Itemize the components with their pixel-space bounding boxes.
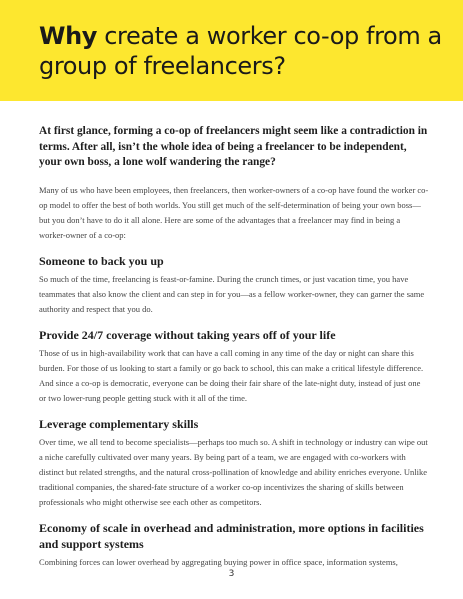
header-banner: [0, 0, 463, 101]
intro-paragraph: Many of us who have been employees, then freelancers, then worker-owners of a co-op have found the worker co-op model to offer the best of both worlds. You still get much of the self-determination of being your own boss—but you don’t have to do it all alone. Here are some of the advantages that a freelancer may find in being a worker-owner of a co-op:: [39, 184, 429, 240]
page-title: [39, 21, 449, 81]
section-text-coverage: Those of us in high-availability work that can have a call coming in any time of the day or night can share this burden. For those of us looking to start a family or go back to school, this can make a critical lifestyle difference. And since a co-op is democratic, everyone can be doing their fair share of the late-night duty, instead of just one or two lower-rung people getting stuck with it all of the time.: [39, 347, 424, 403]
page-number: 3: [228, 569, 235, 579]
section-heading-backup: Someone to back you up: [39, 253, 164, 268]
page-title-rest: create a worker co-op from a group of freelancers?: [39, 22, 442, 80]
page-title-emphasis: Why: [39, 22, 98, 50]
lead-paragraph: At first glance, forming a co-op of freelancers might seem like a contradiction in terms. After all, isn’t the whole idea of being a freelancer to be independent, your own boss, a lone wolf wandering the range?: [39, 125, 428, 168]
section-heading-coverage: Provide 24/7 coverage without taking years off of your life: [39, 327, 336, 342]
section-heading-skills: Leverage complementary skills: [39, 416, 199, 431]
section-heading-economy: Economy of scale in overhead and administration, more options in facilities and support systems: [39, 520, 424, 551]
article-body: [39, 124, 429, 570]
section-text-economy: Combining forces can lower overhead by aggregating buying power in office space, information systems,: [39, 556, 398, 567]
section-text-skills: Over time, we all tend to become specialists—perhaps too much so. A shift in technology or industry can wipe out a niche carefully cultivated over many years. By being part of a team, we are engaged with co-workers with distinct but related strengths, and the natural cross-pollination of knowledge and ability enriches everyone. Unlike traditional companies, the shared-fate structure of a worker co-op incentivizes the sharing of skills between professionals who might otherwise see each other as competitors.: [39, 436, 428, 507]
section-text-backup: So much of the time, freelancing is feast-or-famine. During the crunch times, or just vacation time, you have teammates that also know the client and can step in for you—as a fellow worker-owner, they can garner the same authority and respect that you do.: [39, 273, 425, 314]
